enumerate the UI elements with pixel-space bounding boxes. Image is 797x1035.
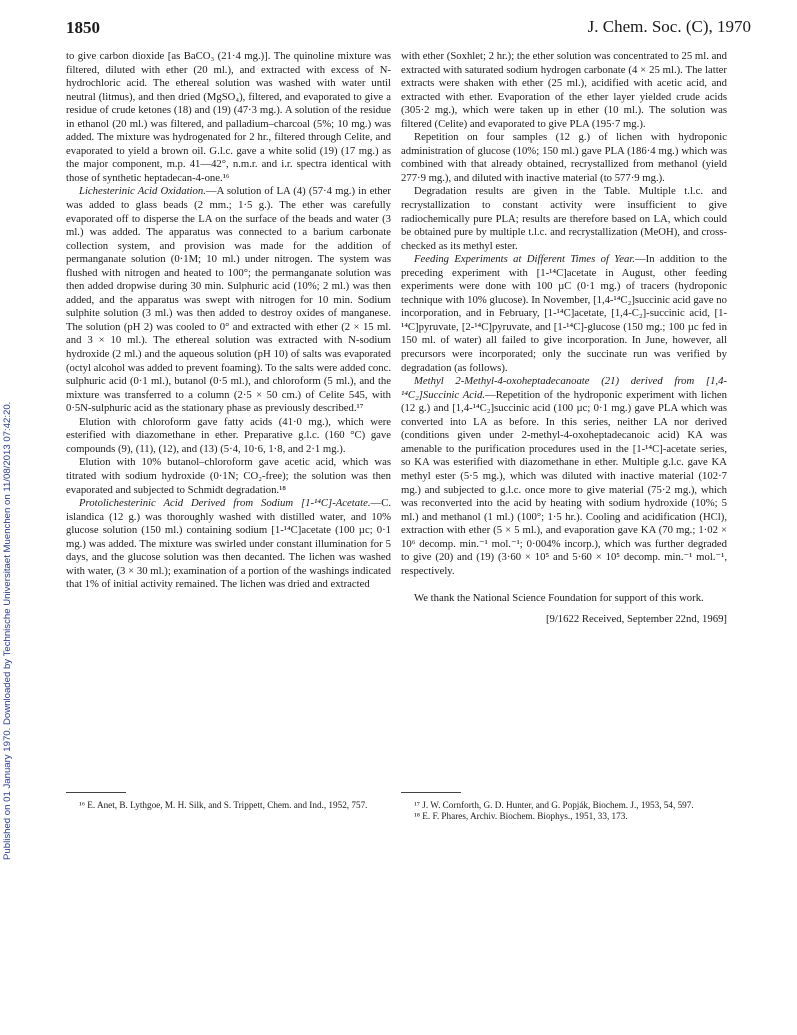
section-heading: Lichesterinic Acid Oxidation. xyxy=(79,185,206,198)
footnotes-right xyxy=(401,800,726,822)
paragraph: Lichesterinic Acid Oxidation.—A solution of LA (4) (57·4 mg.) in ether was added to glass beads (2 mm.; 1·5 g.). The ether was carefully evaporated off to disperse the LA on the surface of the beads and water (3 ml.) was added. The apparatus was connected to a barium carbonate collection system, and provision was made for the addition of permanganate solution (0·1M; 10 ml.) under nitrogen. The system was flushed with nitrogen and heated to 100°; the permanganate solution was then added dropwise during 30 min. Sulphuric acid (10%; 2 ml.) was then added, and the apparatus was swept with nitrogen for 10 min. Sodium sulphite solution (3 ml.) was then added to destroy oxides of manganese. The solution (pH 2) was cooled to 0° and extracted with ether (2 × 15 ml. and 3 × 10 ml.). The ethereal solution was extracted with N-sodium hydroxide (2 ml.) and the aqueous solution (pH 10) of salts was evaporated (octyl alcohol was added to prevent foaming). To the salts were added conc. sulphuric acid (0·1 ml.), butanol (0·5 ml.), and chloroform (5 ml.), and the mixture was transferred to a column (2·5 × 50 cm.) of Celite 545, with 0·5N-sulphuric acid as the stationary phase as previously described.¹⁷ xyxy=(66,185,391,415)
paragraph: to give carbon dioxide [as BaCO₃ (21·4 mg.)]. The quinoline mixture was filtered, diluted with ether (20 ml.), and extracted with excess of N-hydrochloric acid. The ethereal solution was washed with water until neutral (litmus), and then dried (MgSO₄), filtered, and evaporated to give a residue of crude ketones (18) and (19) (47·3 mg.). A solution of the residue in ethanol (20 ml.) was filtered, and palladium–charcoal (5%; 10 mg.) was added. The mixture was hydrogenated for 2 hr., filtered through Celite, and evaporated to yield a brown oil. G.l.c. gave a white solid (19) (17 mg.) as the major component, m.p. 41—42°, n.m.r. and i.r. spectra identical with those of synthetic heptadecan-4-one.¹⁶ xyxy=(66,50,391,184)
left-column xyxy=(66,50,391,592)
footnotes-left xyxy=(66,800,391,811)
footnote: ¹⁸ E. F. Phares, Archiv. Biochem. Biophys., 1951, 33, 173. xyxy=(414,811,628,822)
footnote-rule xyxy=(401,792,461,793)
footnote: ¹⁷ J. W. Cornforth, G. D. Hunter, and G. Popják, Biochem. J., 1953, 54, 597. xyxy=(414,800,694,810)
section-heading: Protolichesterinic Acid Derived from Sodium [1-¹⁴C]-Acetate. xyxy=(79,497,371,510)
paragraph: Elution with 10% butanol–chloroform gave acetic acid, which was titrated with sodium hydroxide (0·1N; CO₂-free); the solution was then evaporated and subjected to Schmidt degradation.¹⁸ xyxy=(66,456,391,496)
footnote: ¹⁶ E. Anet, B. Lythgoe, M. H. Silk, and S. Trippett, Chem. and Ind., 1952, 757. xyxy=(79,800,368,810)
publication-note: Published on 01 January 1970. Downloaded by Technische Universitaet Muenchen on 11/08/2013 07:42:20. xyxy=(2,401,13,860)
paragraph: with ether (Soxhlet; 2 hr.); the ether solution was concentrated to 25 ml. and extracted with saturated sodium hydrogen carbonate (4 × 25 ml.). The latter extracts were shaken with ether (25 ml.), acidified with acetic acid, and extracted with ether. Evaporation of the ether layer yielded crude acids (305·2 mg.), which were taken up in ether (10 ml.). The solution was filtered (Celite) and evaporated to give PLA (195·7 mg.). xyxy=(401,50,727,130)
journal-title: J. Chem. Soc. (C), 1970 xyxy=(587,17,751,36)
paragraph: Degradation results are given in the Table. Multiple t.l.c. and recrystallization to constant activity were insufficient to give radiochemically pure PLA; results are therefore based on LA, which could be obtained pure by multiple t.l.c. and recrystallization (MeOH), and cross-checked as its methyl ester. xyxy=(401,185,727,252)
section-heading: Feeding Experiments at Different Times of Year. xyxy=(414,253,635,266)
paragraph: Repetition on four samples (12 g.) of lichen with hydroponic administration of glucose (10%; 150 ml.) gave PLA (186·4 mg.) which was combined with that already obtained, recrystallized from methanol (yield 277·9 mg.), and diluted with inactive material (to 577·9 mg.). xyxy=(401,131,727,184)
right-column xyxy=(401,50,727,626)
section-heading: Methyl 2-Methyl-4-oxoheptadecanoate (21) derived from [1,4-¹⁴C₂]Succinic Acid. xyxy=(401,375,727,401)
acknowledgement: We thank the National Science Foundation for support of this work. xyxy=(414,592,704,605)
paragraph: Methyl 2-Methyl-4-oxoheptadecanoate (21) derived from [1,4-¹⁴C₂]Succinic Acid.—Repetition of the hydroponic experiment with lichen (12 g.) and [1,4-¹⁴C₂]succinic acid (100 µc; 0·1 mg.) gave PLA which was converted into LA as before. In this series, neither LA nor derived (conditions given under 2-methyl-4-oxoheptadecanoic acid) KA was amenable to the purification procedures used in the [1-¹⁴C]-acetate series, so KA was esterified with diazomethane in ether. Multiple g.l.c. gave KA methyl ester (5·5 mg.), which was diluted with inactive material (102·7 mg.) and subjected to g.l.c. once more to give material (75·2 mg.), which was reconverted into the acid by heating with sodium hydroxide (10%; 5 ml.) and methanol (1 ml.) (100°; 1·5 hr.). Cooling and acidification (HCl), extraction with ether (5 × 5 ml.), and evaporation gave KA (70 mg.; 1·02 × 10⁶ decomp. min.⁻¹ mol.⁻¹; 0·004% incorp.), which was further degraded to give (20) and (19) (3·60 × 10⁵ and 5·60 × 10⁵ decomp. min.⁻¹ mol.⁻¹, respectively. xyxy=(401,375,727,577)
page-number: 1850 xyxy=(66,18,100,37)
footnote-rule xyxy=(66,792,126,793)
paragraph: Elution with chloroform gave fatty acids (41·0 mg.), which were esterified with diazomethane in ether. Preparative g.l.c. (160 °C) gave compounds (9), (11), (12), and (13) (5·4, 10·6, 1·8, and 2·1 mg.). xyxy=(66,415,391,455)
paragraph: Protolichesterinic Acid Derived from Sodium [1-¹⁴C]-Acetate.—C. islandica (12 g.) was thoroughly washed with distilled water, and 10% glucose solution (150 ml.) containing sodium [1-¹⁴C]acetate (100 µc; 0·1 mg.) was added. The mixture was swirled under constant illumination for 5 days, and the glucose solution was then decanted. The lichen was washed with water, (3 × 30 ml.); examination of a portion of the washings indicated that 1% of initial activity remained. The lichen was dried and extracted xyxy=(66,497,391,591)
received-date: [9/1622 Received, September 22nd, 1969] xyxy=(545,612,727,625)
paragraph: Feeding Experiments at Different Times of Year.—In addition to the preceding experiment with [1-¹⁴C]acetate in August, other feeding experiments were done with 100 µC (0·1 mg.) of tracers (hydroponic technique with 10% glucose). In November, [1,4-¹⁴C₂]succinic acid gave no incorporation, and in February, [1-¹⁴C]acetate, [1,4-C₂]-succinic acid, [1-¹⁴C]pyruvate, [2-¹⁴C]pyruvate, and [1-¹⁴C]-glucose (150 mg.; 100 µc fed in 150 ml. of water) all failed to give incorporation. In June, however, all precursors were incorporated; only the succinate run was verified by degradation (as follows). xyxy=(401,253,727,374)
